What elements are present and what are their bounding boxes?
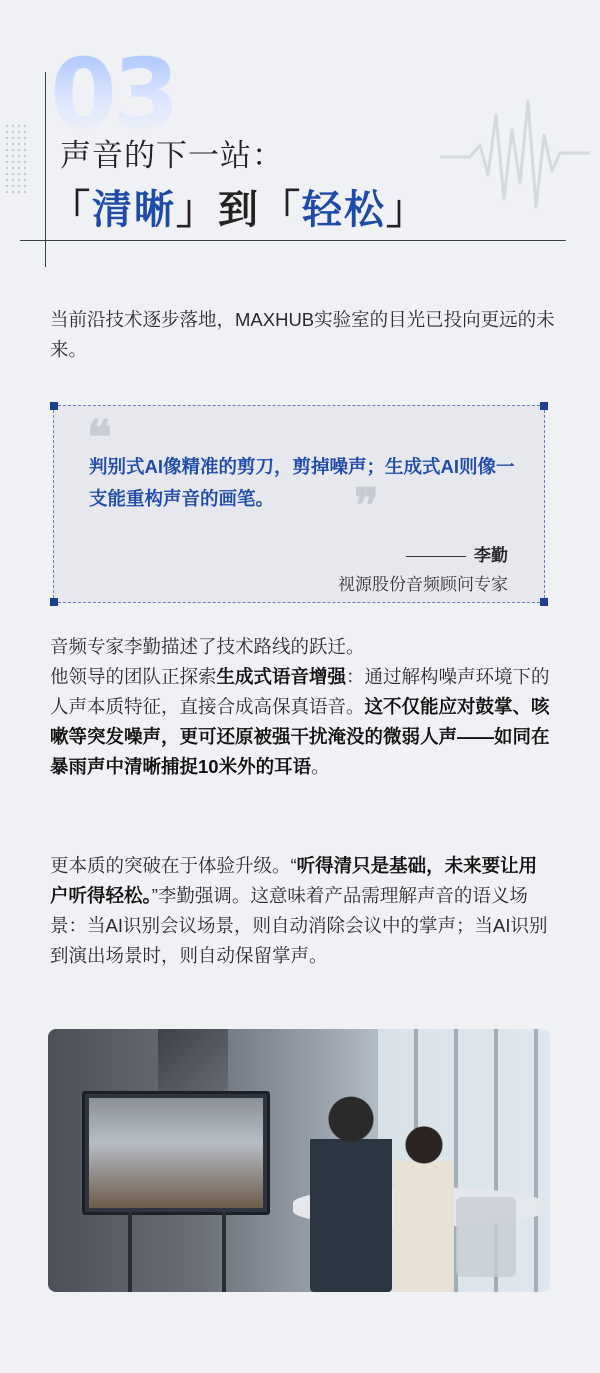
- photo-screen-stand: [128, 1212, 226, 1292]
- paragraph-text: 。: [311, 756, 330, 777]
- photo-person-man: [310, 1091, 392, 1292]
- title-bracket-close-2: 」: [386, 187, 428, 233]
- photo-person-woman: [394, 1121, 454, 1292]
- paragraph-text: ”李勤强调。这意味着产品需理解声音的语义场景：当AI识别会议场景，则自动消除会议中的掌声；当AI识别到演出场景时，则自动保留掌声。: [50, 885, 548, 966]
- paragraph-text: 更本质的突破在于体验升级。“: [50, 855, 297, 876]
- quote-corner-marker: [50, 598, 58, 606]
- decorative-dot-grid: [4, 123, 30, 195]
- quote-corner-marker: [540, 402, 548, 410]
- title-bracket-close: 」: [176, 187, 218, 233]
- quote-author-name: 李勤: [474, 546, 508, 565]
- quote-corner-marker: [50, 402, 58, 410]
- header-vertical-rule: [45, 72, 46, 267]
- title-connector: 到: [218, 187, 260, 233]
- photo-chair: [456, 1197, 516, 1277]
- sound-wave-icon: [440, 95, 590, 215]
- intro-paragraph: 当前沿技术逐步落地，MAXHUB实验室的目光已投向更远的未来。: [50, 309, 555, 360]
- photo-display-screen: [82, 1091, 270, 1215]
- open-quote-icon: ❝: [87, 410, 112, 464]
- quote-corner-marker: [540, 598, 548, 606]
- title-keyword-clear: 清晰: [92, 187, 176, 233]
- body-paragraph-3: [50, 851, 555, 971]
- quote-author: [406, 541, 508, 566]
- paragraph-bold-statement: 这不仅能应对鼓掌、咳嗽等突发噪声，更可还原被强干扰淹没的微弱人声——如同在暴雨声中清晰捕捉10米外的耳语: [50, 696, 550, 777]
- paragraph-text: ：通过解构噪声环境下的人声本质特征，直接合成高保真语音。: [50, 666, 550, 717]
- quote-author-role: 视源股份音频顾问专家: [338, 575, 508, 594]
- quote-box: [53, 405, 545, 603]
- section-title-line2: [50, 178, 428, 235]
- section-number: 03: [50, 38, 176, 150]
- close-quote-icon: ❞: [354, 478, 379, 532]
- paragraph-lead-line: 音频专家李勤描述了技术路线的跃迁。: [50, 636, 365, 657]
- section-title-line1: 声音的下一站：: [60, 138, 284, 174]
- quote-text: 判别式AI像精准的剪刀，剪掉噪声；生成式AI则像一支能重构声音的画笔。: [89, 456, 515, 509]
- paragraph-text: 他领导的团队正探索: [50, 666, 217, 687]
- header-horizontal-rule: [20, 240, 566, 241]
- paragraph-bold-term: 生成式语音增强: [216, 666, 347, 687]
- paragraph-bold-quote: 听得清只是基础，未来要让用户听得轻松。: [50, 855, 538, 906]
- title-bracket-open-2: 「: [260, 187, 302, 233]
- title-keyword-easy: 轻松: [302, 187, 386, 233]
- body-paragraph-2: [50, 632, 555, 782]
- title-bracket-open: 「: [50, 187, 92, 233]
- attribution-dash: [406, 556, 466, 557]
- photo-video-call: [89, 1098, 263, 1208]
- meeting-room-photo: [48, 1029, 550, 1292]
